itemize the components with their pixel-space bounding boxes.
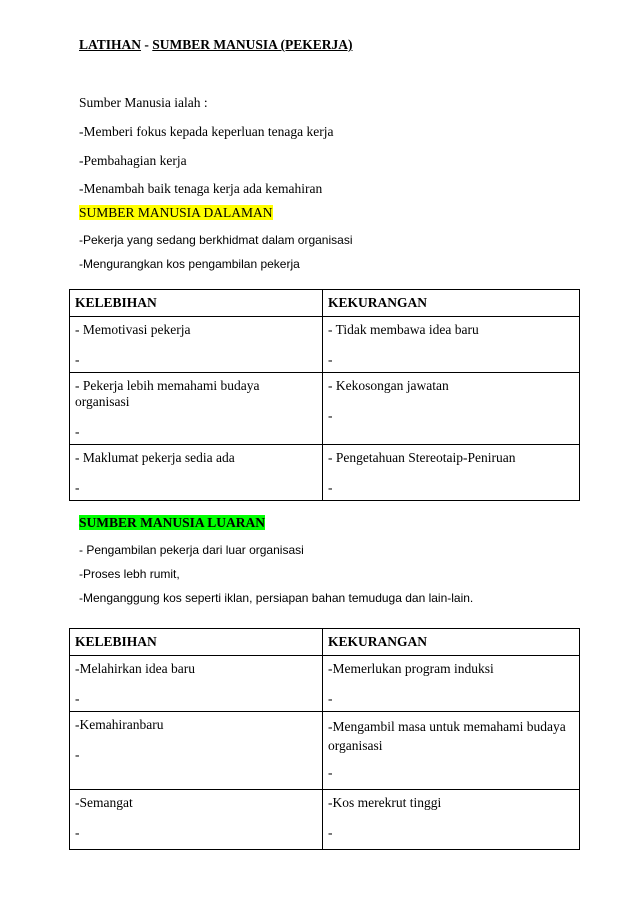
table-row — [70, 373, 580, 445]
title-separator: - — [141, 37, 153, 52]
dalaman-heading-text: SUMBER MANUSIA DALAMAN — [79, 205, 273, 220]
cell-text: -Kos merekrut tinggi — [328, 795, 442, 810]
table-cell — [323, 373, 580, 445]
section-heading-dalaman — [79, 205, 273, 221]
table-header-row — [70, 290, 580, 317]
header-kekurangan: KEKURANGAN — [323, 629, 580, 656]
cell-text: -Kemahiranbaru — [75, 717, 164, 732]
cell-text: -Memerlukan program induksi — [328, 661, 494, 676]
title-main: SUMBER MANUSIA (PEKERJA) — [152, 37, 353, 52]
luaran-heading-text: SUMBER MANUSIA LUARAN — [79, 515, 266, 530]
header-kekurangan: KEKURANGAN — [323, 290, 580, 317]
table-row — [70, 445, 580, 501]
cell-dash: - — [75, 691, 80, 706]
table-cell — [70, 712, 323, 790]
cell-dash: - — [328, 825, 333, 840]
cell-dash: - — [75, 352, 80, 367]
cell-text: - Pengetahuan Stereotaip-Peniruan — [328, 450, 516, 465]
cell-dash: - — [328, 352, 333, 367]
luaran-note-3: -Menganggung kos seperti iklan, persiapan bahan temuduga dan lain-lain. — [79, 591, 474, 605]
luaran-note-1: - Pengambilan pekerja dari luar organisasi — [79, 543, 304, 557]
table-cell — [70, 790, 323, 850]
cell-dash: - — [75, 480, 80, 495]
page-title — [79, 37, 353, 53]
cell-dash: - — [328, 408, 333, 423]
table-cell — [323, 712, 580, 790]
cell-dash: - — [75, 825, 80, 840]
table-cell — [70, 317, 323, 373]
intro-heading: Sumber Manusia ialah : — [79, 95, 208, 110]
header-kelebihan: KELEBIHAN — [70, 290, 323, 317]
cell-dash: - — [328, 691, 333, 706]
intro-point-1: -Memberi fokus kepada keperluan tenaga kerja — [79, 124, 334, 139]
table-cell — [323, 656, 580, 712]
cell-dash: - — [75, 424, 80, 439]
intro-point-3: -Menambah baik tenaga kerja ada kemahiran — [79, 181, 323, 196]
dalaman-note-2: -Mengurangkan kos pengambilan pekerja — [79, 257, 300, 271]
table-cell — [323, 445, 580, 501]
cell-text: - Kekosongan jawatan — [328, 378, 449, 393]
title-prefix: LATIHAN — [79, 37, 142, 52]
cell-text: - Tidak membawa idea baru — [328, 322, 479, 337]
luaran-note-2: -Proses lebh rumit, — [79, 567, 180, 581]
intro-point-2: -Pembahagian kerja — [79, 153, 187, 168]
table-row — [70, 317, 580, 373]
cell-text: -Melahirkan idea baru — [75, 661, 195, 676]
cell-text: - Memotivasi pekerja — [75, 322, 191, 337]
cell-text: - Maklumat pekerja sedia ada — [75, 450, 235, 465]
cell-text: -Semangat — [75, 795, 133, 810]
section-heading-luaran — [79, 515, 265, 531]
header-kelebihan: KELEBIHAN — [70, 629, 323, 656]
table-cell — [323, 317, 580, 373]
table-cell — [70, 373, 323, 445]
cell-dash: - — [75, 747, 80, 762]
cell-dash: - — [328, 765, 333, 780]
dalaman-note-1: -Pekerja yang sedang berkhidmat dalam organisasi — [79, 233, 353, 247]
cell-text: -Mengambil masa untuk memahami budaya organisasi — [328, 719, 566, 753]
table-cell — [70, 656, 323, 712]
table-row — [70, 790, 580, 850]
table-row — [70, 656, 580, 712]
table-cell — [323, 790, 580, 850]
table-row — [70, 712, 580, 790]
dalaman-table — [69, 289, 580, 501]
table-header-row — [70, 629, 580, 656]
cell-dash: - — [328, 480, 333, 495]
cell-text: - Pekerja lebih memahami budaya organisasi — [75, 378, 260, 409]
luaran-table — [69, 628, 580, 850]
table-cell — [70, 445, 323, 501]
